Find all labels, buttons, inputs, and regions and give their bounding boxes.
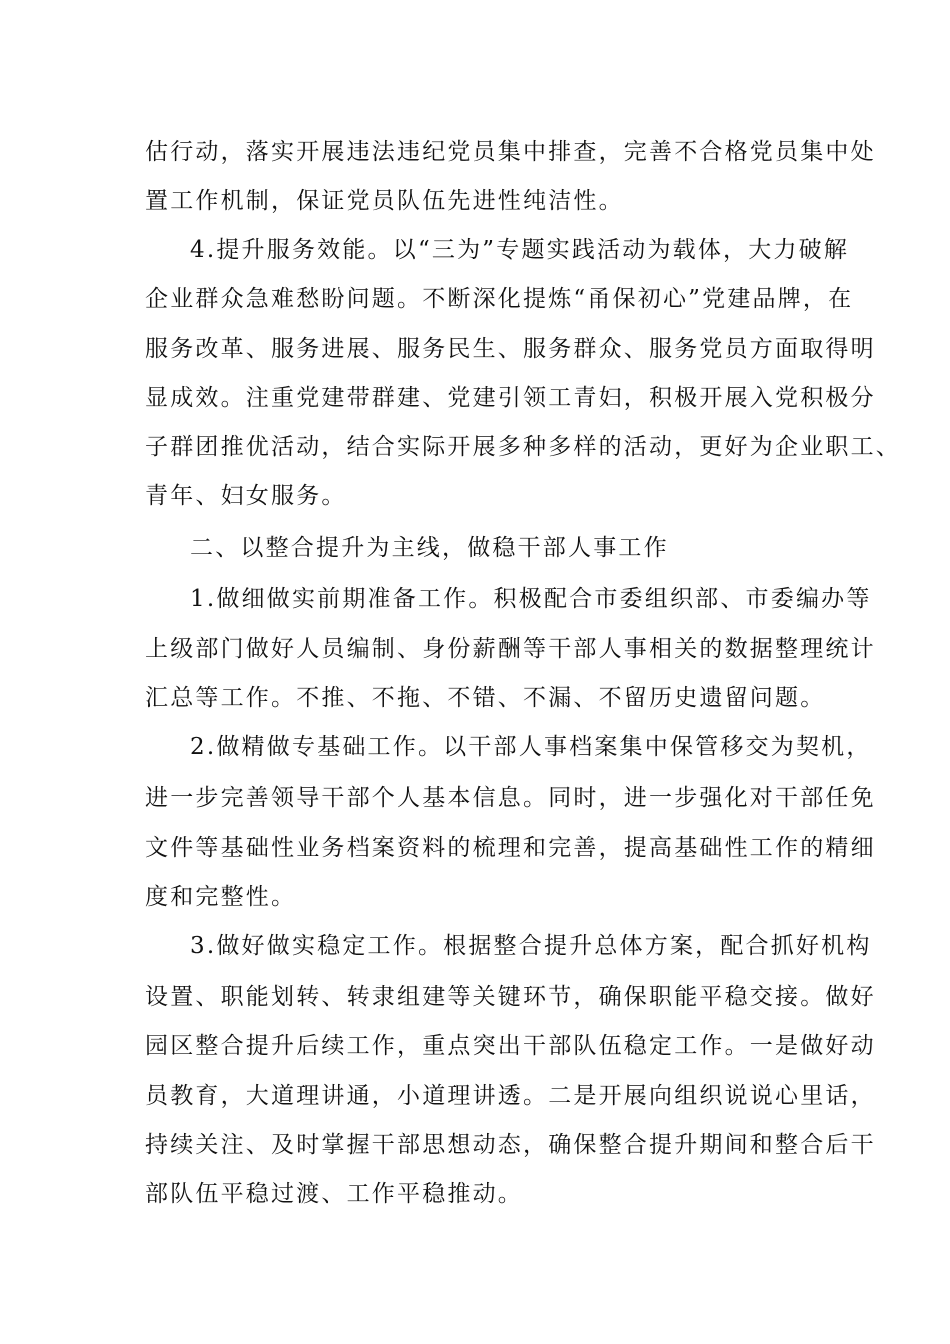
text-line: 度和完整性。 bbox=[145, 884, 297, 910]
text-line: 设置、职能划转、转隶组建等关键环节，确保职能平稳交接。做好 bbox=[145, 984, 876, 1010]
text-line: 置工作机制，保证党员队伍先进性纯洁性。 bbox=[145, 188, 624, 214]
paragraph-1-start: 1.做细做实前期准备工作。积极配合市委组织部、市委编办等 bbox=[190, 586, 872, 612]
paragraph-3-start: 3.做好做实稳定工作。根据整合提升总体方案，配合抓好机构 bbox=[190, 933, 872, 959]
text-line: 进一步完善领导干部个人基本信息。同时，进一步强化对干部任免 bbox=[145, 785, 876, 811]
text-line: 文件等基础性业务档案资料的梳理和完善，提高基础性工作的精细 bbox=[145, 835, 876, 861]
text-line: 企业群众急难愁盼问题。不断深化提炼“甬保初心”党建品牌，在 bbox=[145, 286, 854, 312]
text-line: 显成效。注重党建带群建、党建引领工青妇，积极开展入党积极分 bbox=[145, 385, 876, 411]
text-line: 汇总等工作。不推、不拖、不错、不漏、不留历史遗留问题。 bbox=[145, 685, 826, 711]
paragraph-2-start: 2.做精做专基础工作。以干部人事档案集中保管移交为契机， bbox=[190, 734, 872, 760]
text-line: 部队伍平稳过渡、工作平稳推动。 bbox=[145, 1181, 523, 1207]
text-line: 园区整合提升后续工作，重点突出干部队伍稳定工作。一是做好动 bbox=[145, 1033, 876, 1059]
text-line: 青年、妇女服务。 bbox=[145, 483, 347, 509]
text-line: 服务改革、服务进展、服务民生、服务群众、服务党员方面取得明 bbox=[145, 336, 876, 362]
text-line: 持续关注、及时掌握干部思想动态，确保整合提升期间和整合后干 bbox=[145, 1132, 876, 1158]
section-heading: 二、以整合提升为主线，做稳干部人事工作 bbox=[190, 535, 669, 561]
text-line: 员教育，大道理讲通，小道理讲透。二是开展向组织说说心里话， bbox=[145, 1083, 876, 1109]
paragraph-4-start: 4.提升服务效能。以“三为”专题实践活动为载体，大力破解 bbox=[190, 237, 850, 263]
text-line: 上级部门做好人员编制、身份薪酬等干部人事相关的数据整理统计 bbox=[145, 636, 876, 662]
text-line: 子群团推优活动，结合实际开展多种多样的活动，更好为企业职工、 bbox=[145, 434, 901, 460]
text-line: 估行动，落实开展违法违纪党员集中排查，完善不合格党员集中处 bbox=[145, 139, 876, 165]
